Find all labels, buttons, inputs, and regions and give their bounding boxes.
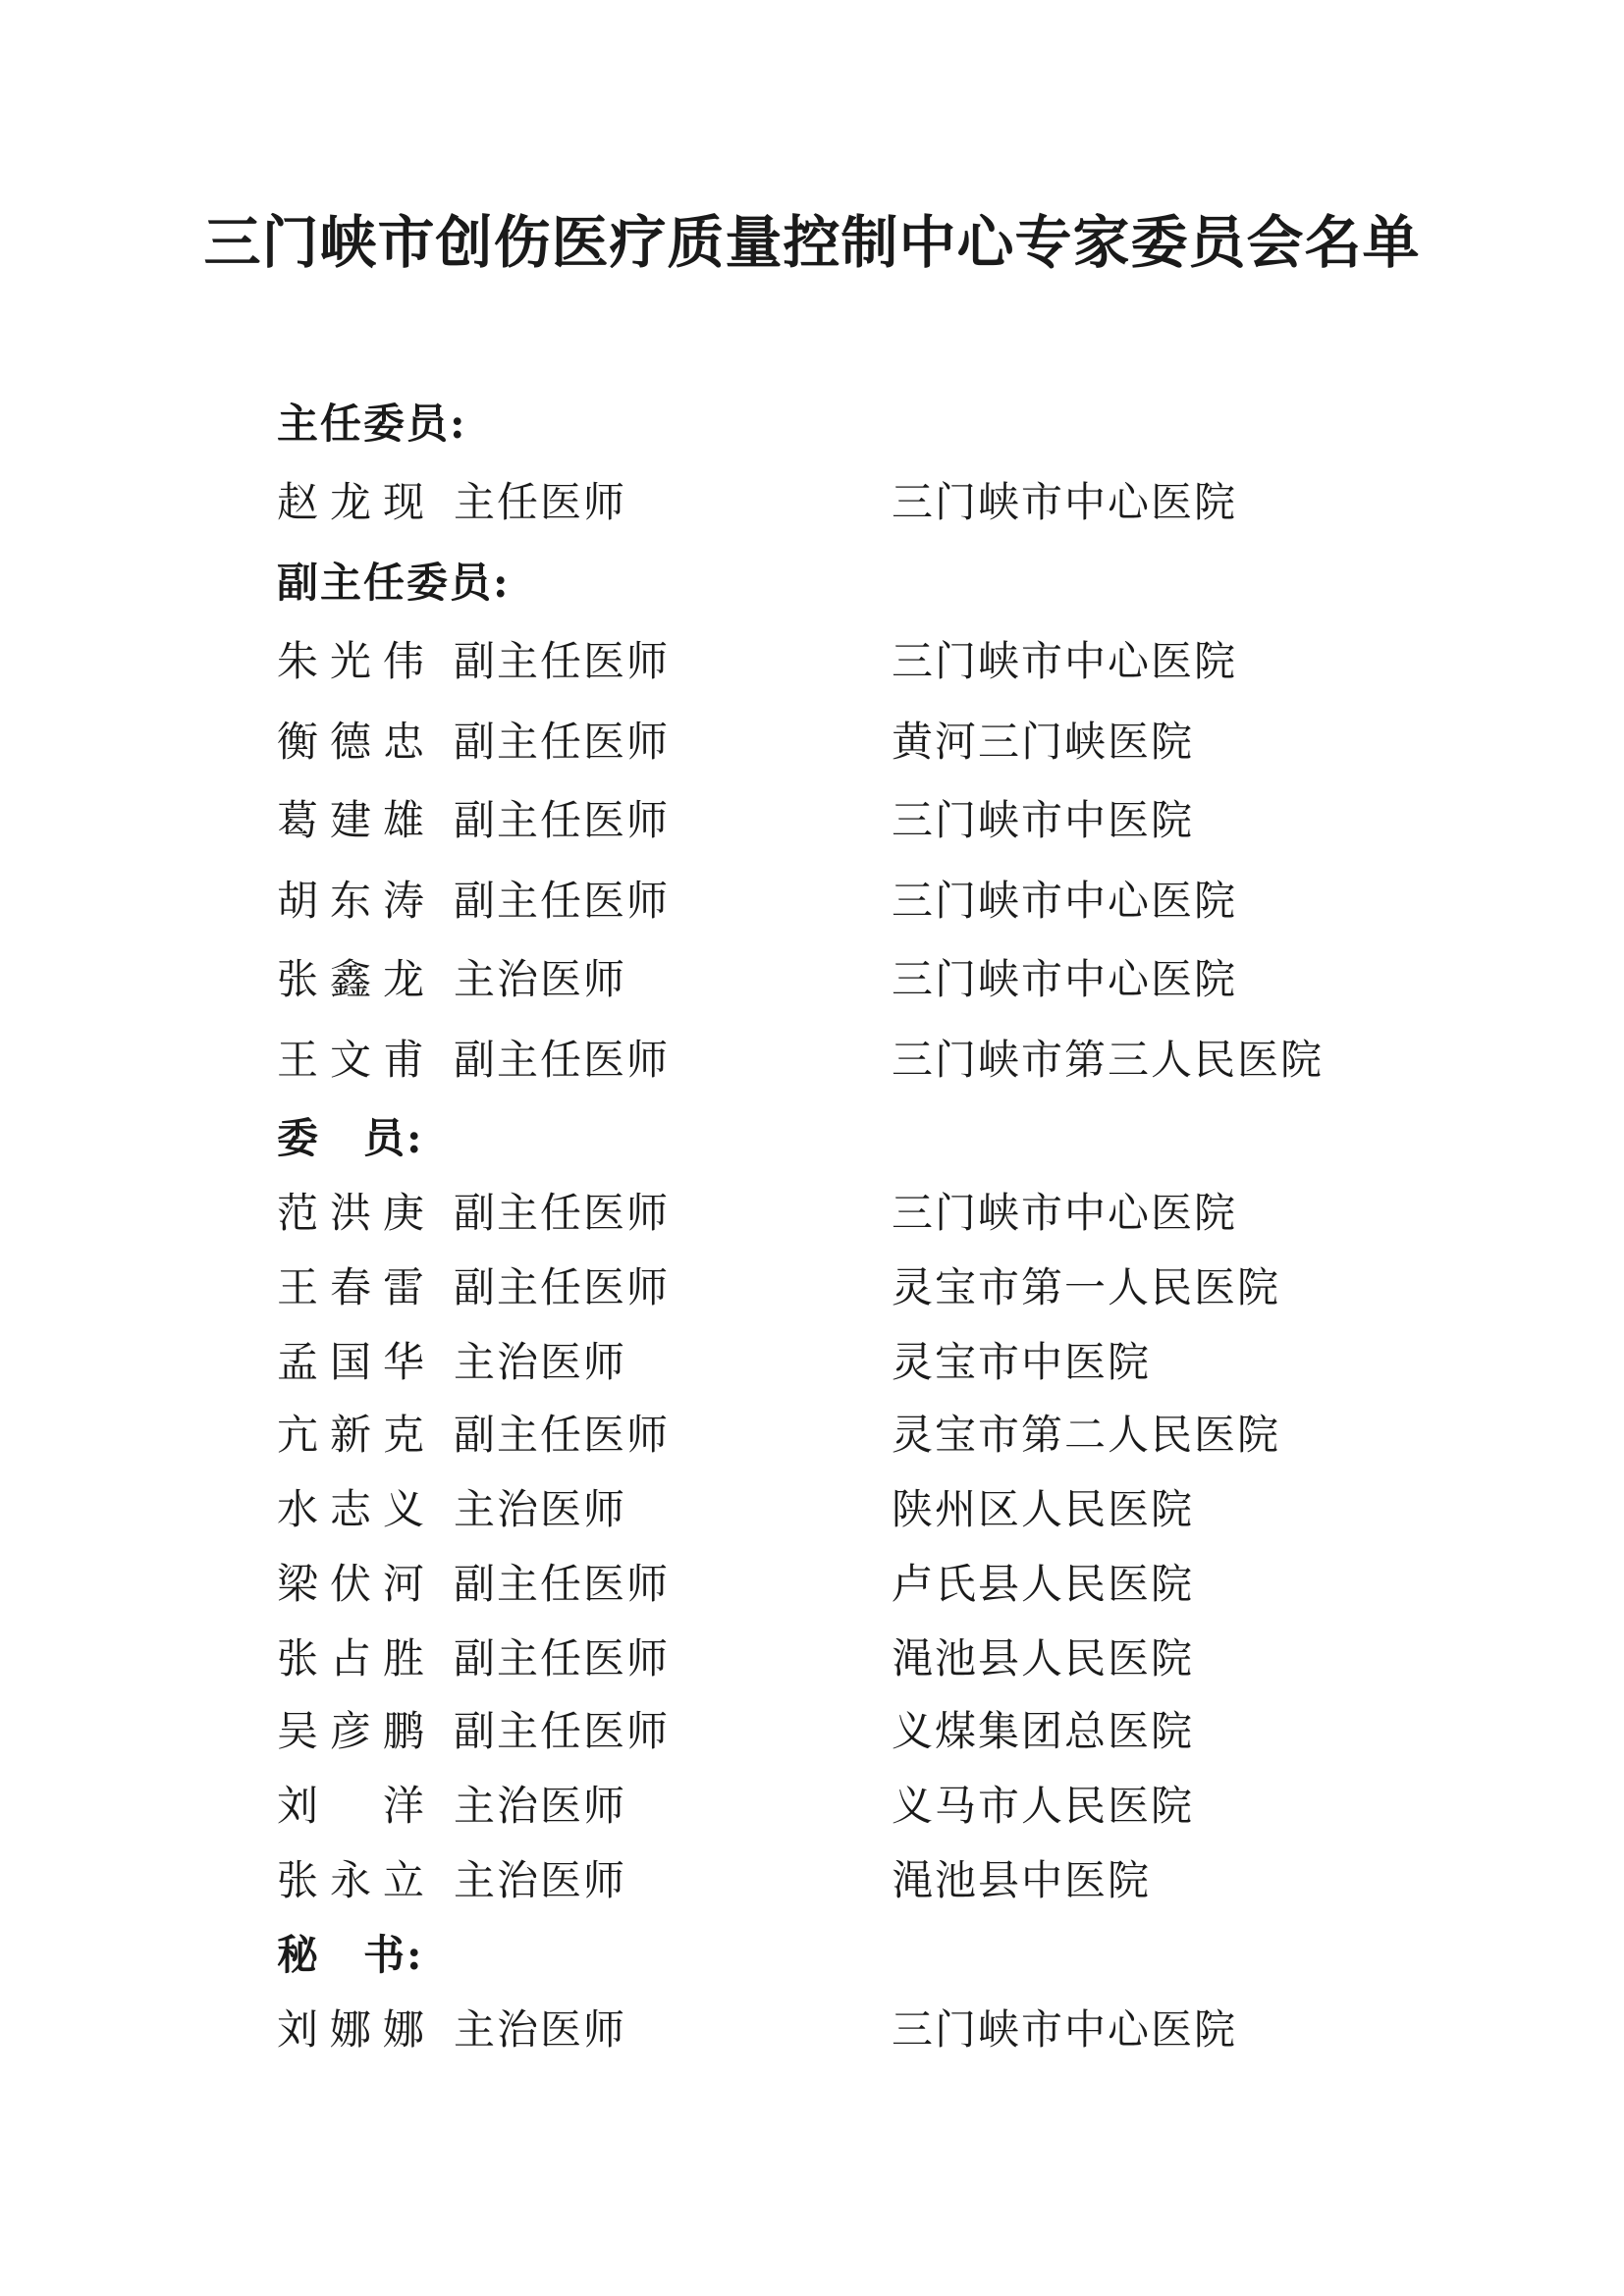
member-hospital: 义马市人民医院 xyxy=(892,1782,1195,1830)
member-title: 副主任医师 xyxy=(454,1560,671,1608)
member-row xyxy=(0,1777,1624,1836)
section-heading-vice-chair: 副主任委员: xyxy=(277,559,511,607)
member-hospital: 渑池县人民医院 xyxy=(892,1634,1195,1682)
member-row xyxy=(0,872,1624,931)
member-row xyxy=(0,1555,1624,1614)
member-name: 赵龙现 xyxy=(277,478,424,526)
member-title: 主任医师 xyxy=(454,478,627,526)
section-heading-secretary: 秘 书: xyxy=(277,1931,424,1979)
member-title: 副主任医师 xyxy=(454,637,671,685)
member-title: 副主任医师 xyxy=(454,1411,671,1459)
member-row xyxy=(0,950,1624,1009)
member-title: 副主任医师 xyxy=(454,1189,671,1237)
member-title: 主治医师 xyxy=(454,955,627,1003)
member-hospital: 义煤集团总医院 xyxy=(892,1707,1195,1755)
member-hospital: 三门峡市第三人民医院 xyxy=(892,1036,1325,1084)
member-title: 副主任医师 xyxy=(454,796,671,844)
member-name: 吴彦鹏 xyxy=(277,1707,424,1755)
section-heading-row xyxy=(0,395,1624,454)
member-title: 副主任医师 xyxy=(454,1036,671,1084)
member-hospital: 灵宝市第二人民医院 xyxy=(892,1411,1281,1459)
member-row xyxy=(0,713,1624,772)
member-name: 张占胜 xyxy=(277,1634,424,1682)
member-name: 王文甫 xyxy=(277,1036,424,1084)
member-hospital: 三门峡市中心医院 xyxy=(892,877,1238,925)
member-name: 孟国华 xyxy=(277,1338,424,1386)
member-row xyxy=(0,1258,1624,1317)
member-hospital: 灵宝市中医院 xyxy=(892,1338,1152,1386)
member-name: 朱光伟 xyxy=(277,637,424,685)
member-name: 张永立 xyxy=(277,1856,424,1904)
member-title: 副主任医师 xyxy=(454,718,671,766)
member-name: 水志义 xyxy=(277,1485,424,1533)
member-hospital: 三门峡市中心医院 xyxy=(892,478,1238,526)
member-hospital: 灵宝市第一人民医院 xyxy=(892,1263,1281,1311)
member-row xyxy=(0,1406,1624,1465)
member-row xyxy=(0,2001,1624,2059)
section-heading-members: 委 员: xyxy=(277,1114,424,1162)
member-title: 主治医师 xyxy=(454,1782,627,1830)
section-heading-chair: 主任委员: xyxy=(277,400,467,448)
member-hospital: 渑池县中医院 xyxy=(892,1856,1152,1904)
member-name: 王春雷 xyxy=(277,1263,424,1311)
member-hospital: 三门峡市中心医院 xyxy=(892,1189,1238,1237)
member-name: 衡德忠 xyxy=(277,718,424,766)
member-hospital: 卢氏县人民医院 xyxy=(892,1560,1195,1608)
member-hospital: 黄河三门峡医院 xyxy=(892,718,1195,766)
member-row xyxy=(0,1333,1624,1392)
section-heading-row xyxy=(0,554,1624,613)
member-hospital: 陕州区人民医院 xyxy=(892,1485,1195,1533)
section-heading-row xyxy=(0,1109,1624,1168)
member-title: 主治医师 xyxy=(454,1485,627,1533)
member-name: 范洪庚 xyxy=(277,1189,424,1237)
member-title: 副主任医师 xyxy=(454,877,671,925)
member-name: 梁伏河 xyxy=(277,1560,424,1608)
section-heading-row xyxy=(0,1926,1624,1985)
member-title: 副主任医师 xyxy=(454,1634,671,1682)
member-title: 副主任医师 xyxy=(454,1707,671,1755)
member-name: 张鑫龙 xyxy=(277,955,424,1003)
member-row xyxy=(0,1851,1624,1910)
member-row xyxy=(0,791,1624,850)
member-row xyxy=(0,1031,1624,1090)
member-hospital: 三门峡市中心医院 xyxy=(892,955,1238,1003)
member-row xyxy=(0,1480,1624,1539)
member-row xyxy=(0,1184,1624,1243)
member-row xyxy=(0,473,1624,532)
member-name: 葛建雄 xyxy=(277,796,424,844)
member-row xyxy=(0,1629,1624,1688)
member-name: 胡东涛 xyxy=(277,877,424,925)
member-name: 刘娜娜 xyxy=(277,2005,424,2054)
member-name: 亢新克 xyxy=(277,1411,424,1459)
member-row xyxy=(0,1702,1624,1761)
member-row xyxy=(0,632,1624,691)
member-hospital: 三门峡市中医院 xyxy=(892,796,1195,844)
member-hospital: 三门峡市中心医院 xyxy=(892,2005,1238,2054)
member-title: 主治医师 xyxy=(454,1338,627,1386)
member-title: 副主任医师 xyxy=(454,1263,671,1311)
member-name: 刘 洋 xyxy=(277,1782,424,1830)
member-hospital: 三门峡市中心医院 xyxy=(892,637,1238,685)
member-title: 主治医师 xyxy=(454,1856,627,1904)
member-title: 主治医师 xyxy=(454,2005,627,2054)
page-title: 三门峡市创伤医疗质量控制中心专家委员会名单 xyxy=(203,209,1421,276)
